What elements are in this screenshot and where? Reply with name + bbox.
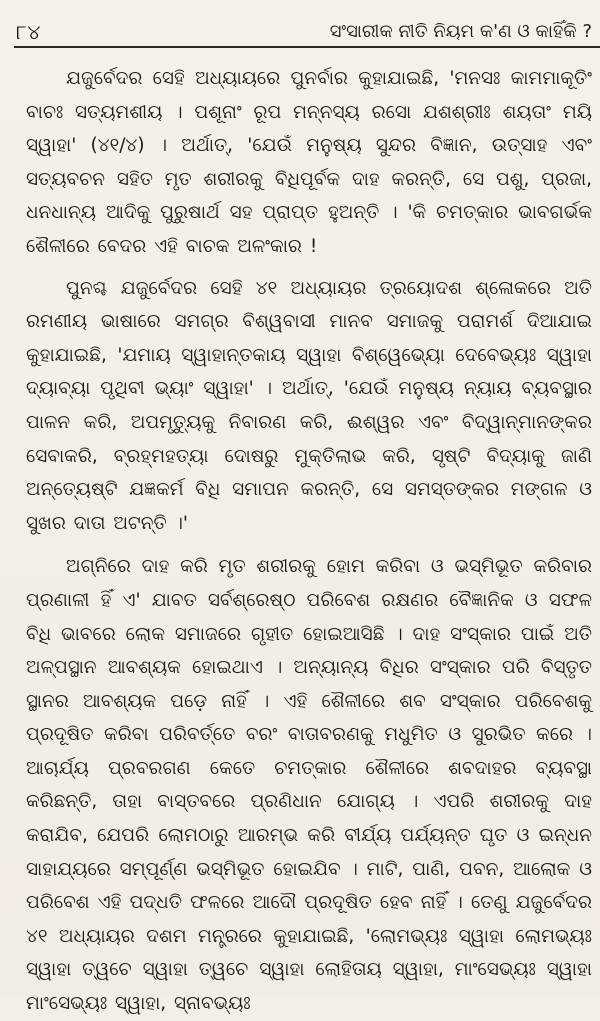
page-header bbox=[16, 10, 592, 44]
running-title: ସଂସାରୀକ ନୀତି ନିୟମ କ'ଣ ଓ କାହିଁକି ? bbox=[329, 21, 592, 42]
body-text bbox=[26, 62, 593, 1015]
paragraph-1: ଯଜୁର୍ବେଦର ସେହି ଅଧ୍ୟାୟରେ ପୁନର୍ବାର କୁହାଯାଇଛି, 'ମନସଃ କାମମାକୂତିଂ ବାଚଃ ସତ୍ୟମଶୀୟ । ପଶୂନାଂ ରୂପ ମନ୍ନସ୍ୟ ରସୋ ଯଶଶ୍ରୀଃ ଶୟତାଂ ମୟି ସ୍ୱାହା' (୪୧/୪) । ଅର୍ଥାତ୍, 'ଯେଉଁ ମନୁଷ୍ୟ ସୁନ୍ଦର ବିଜ୍ଞାନ, ଉତ୍ସାହ ଏବଂ ସତ୍ୟବଚନ ସହିତ ମୃତ ଶରୀରକୁ ବିଧିପୂର୍ବକ ଦାହ କରନ୍ତି, ସେ ପଶୁ, ପ୍ରଜା, ଧନଧାନ୍ୟ ଆଦିକୁ ପୁରୁଷାର୍ଥ ସହ ପ୍ରାପ୍ତ ହୁଅନ୍ତି । 'କି ଚମତ୍କାର ଭାବଗର୍ଭକ ଶୈଳୀରେ ବେଦର ଏହି ବାଚକ ଅଳଂକାର ! bbox=[26, 68, 592, 257]
header-rule bbox=[14, 46, 600, 48]
page-number: ୮୪ bbox=[16, 20, 42, 44]
paragraph-3: ଅଗ୍ନିରେ ଦାହ କରି ମୃତ ଶରୀରକୁ ହୋମ କରିବା ଓ ଭସ୍ମିଭୂତ କରିବାର ପ୍ରଣାଳୀ ହିଁ ଏ' ଯାବତ ସର୍ବଶ୍ରେଷ୍ଠ ପରିବେଶ ରକ୍ଷଣର ବୈଜ୍ଞାନିକ ଓ ସଫଳ ବିଧି ଭାବରେ ଲୋକ ସମାଜରେ ଗୃହୀତ ହୋଇଆସିଛି । ଦାହ ସଂସ୍କାର ପାଇଁ ଅତି ଅଳ୍ପସ୍ଥାନ ଆବଶ୍ୟକ ହୋଇଥାଏ । ଅନ୍ୟାନ୍ୟ ବିଧିର ସଂସ୍କାର ପରି ବିସ୍ତୃତ ସ୍ଥାନର ଆବଶ୍ୟକ ପଡ଼େ ନାହିଁ । ଏହି ଶୈଳୀରେ ଶବ ସଂସ୍କାର ପରିବେଶକୁ ପ୍ରଦୂଷିତ କରିବା ପରିବର୍ତ୍ତେ ବରଂ ବାତାବରଣକୁ ମଧୁମିତ ଓ ସୁରଭିତ କରେ । ଆଚାର୍ଯ୍ୟ ପ୍ରବରଗଣ କେତେ ଚମତ୍କାର ଶୈଳୀରେ ଶବଦାହର ବ୍ୟବସ୍ଥା କରିଛନ୍ତି, ତାହା ବାସ୍ତବରେ ପ୍ରଣିଧାନ ଯୋଗ୍ୟ । ଏପରି ଶରୀରକୁ ଦାହ କରାଯିବ, ଯେପରି ଲୋମଠାରୁ ଆରମ୍ଭ କରି ବୀର୍ଯ୍ୟ ପର୍ଯ୍ୟନ୍ତ ଘୃତ ଓ ଇନ୍ଧନ ସାହାଯ୍ୟରେ ସମ୍ପୂର୍ଣ୍ଣ ଭସ୍ମିଭୂତ ହୋଇଯିବ । ମାଟି, ପାଣି, ପବନ, ଆଲୋକ ଓ ପରିବେଶ ଏହି ପଦ୍ଧତି ଫଳରେ ଆଦୌ ପ୍ରଦୂଷିତ ହେବ ନାହିଁ । ତେଣୁ ଯଜୁର୍ବେଦର ୪୧ ଅଧ୍ୟାୟର ଦଶମ ମନ୍ତ୍ରରେ କୁହାଯାଇଛି, 'ଲୋମଭ୍ୟଃ ସ୍ୱାହା ଲୋମଭ୍ୟଃ ସ୍ୱାହା ତ୍ୱଚେ ସ୍ୱାହା ତ୍ୱଚେ ସ୍ୱାହା ଲୋହିତାୟ ସ୍ୱାହା, ମାଂସେଭ୍ୟଃ ସ୍ୱାହା ମାଂସେଭ୍ୟଃ ସ୍ୱାହା, ସ୍ନାବଭ୍ୟଃ bbox=[26, 556, 593, 1015]
paragraph-2: ପୁନଶ୍ଚ ଯଜୁର୍ବେଦର ସେହି ୪୧ ଅଧ୍ୟାୟର ତ୍ରୟୋଦଶ ଶ୍ଳୋକରେ ଅତି ରମଣୀୟ ଭାଷାରେ ସମଗ୍ର ବିଶ୍ୱବାସୀ ମାନବ ସମାଜକୁ ପରାମର୍ଶ ଦିଆଯାଇ କୁହାଯାଇଛି, 'ଯମାୟ ସ୍ୱାହାନ୍ତକାୟ ସ୍ୱାହା ବିଶ୍ୱେଭ୍ୟୋ ଦେବେଭ୍ୟଃ ସ୍ୱାହା ଦ୍ୟାବ୍ୟା ପୃଥିବୀ ଭ୍ୟାଂ ସ୍ୱାହା' । ଅର୍ଥାତ୍, 'ଯେଉଁ ମନୁଷ୍ୟ ନ୍ୟାୟ ବ୍ୟବସ୍ଥାର ପାଳନ କରି, ଅପମୃତ୍ୟୁକୁ ନିବାରଣ କରି, ଈଶ୍ୱର ଏବଂ ବିଦ୍ୱାନ୍‌ମାନଙ୍କର ସେବାକରି, ବ୍ରହ୍ମହତ୍ୟା ଦୋଷରୁ ମୁକ୍ତିଲାଭ କରି, ସୃଷ୍ଟି ବିଦ୍ୟାକୁ ଜାଣି ଅନ୍ତ୍ୟେଷ୍ଟି ଯଜ୍ଞକର୍ମ ବିଧି ସମାପନ କରନ୍ତି, ସେ ସମସ୍ତଙ୍କର ମଙ୍ଗଳ ଓ ସୁଖର ଦାତା ଅଟନ୍ତି ।' bbox=[26, 277, 592, 534]
